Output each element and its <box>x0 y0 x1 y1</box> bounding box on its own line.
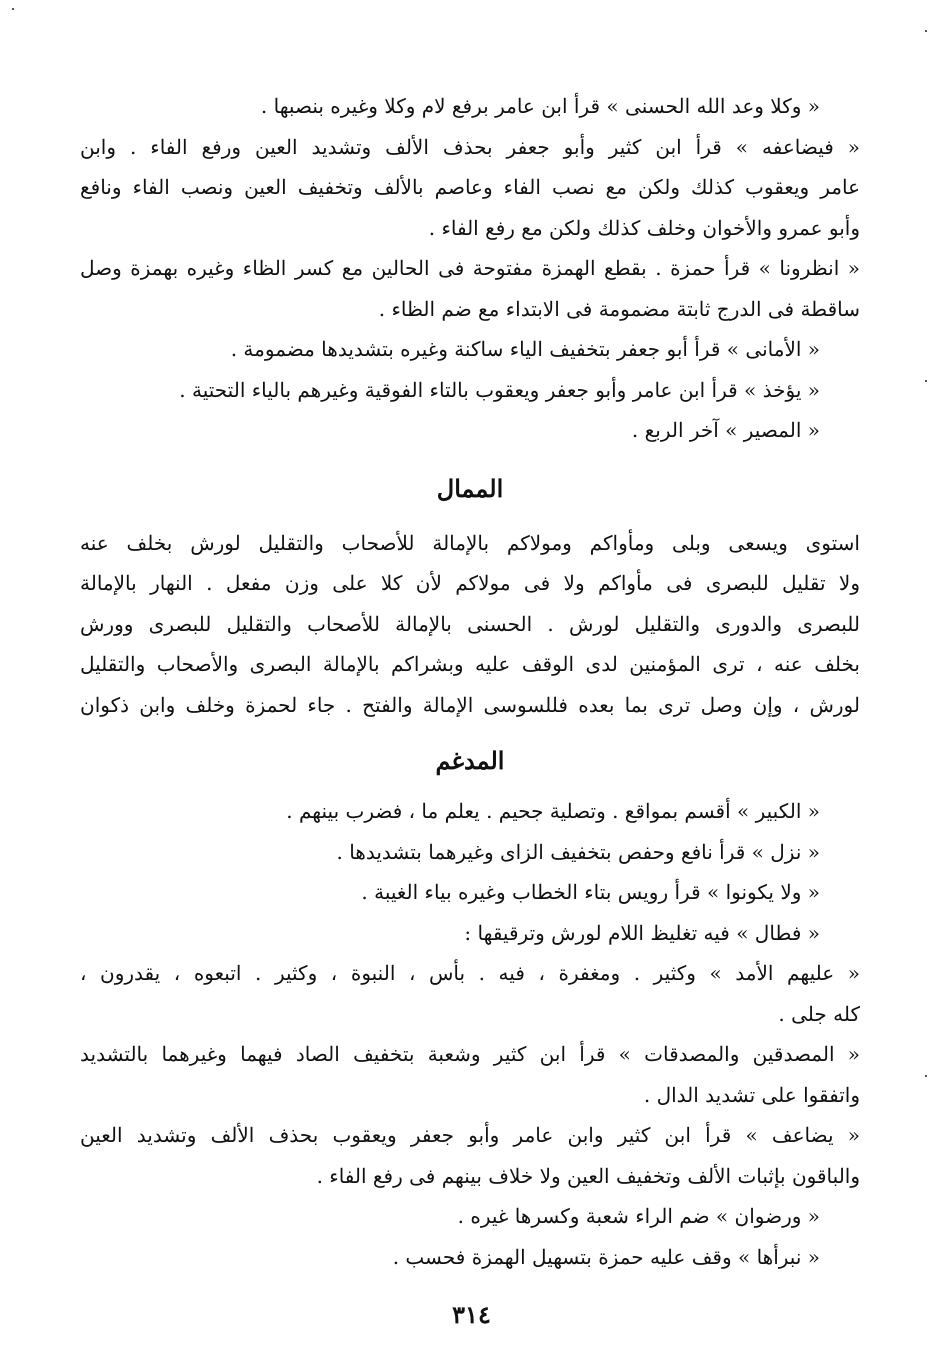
text-line: وأبو عمرو والأخوان وخلف كذلك ولكن مع رفع الفاء . <box>428 215 860 240</box>
text-line: « فيضاعفه » قرأ ابن كثير وأبو جعفر بحذف الألف وتشديد العين ورفع الفاء . وابن <box>80 134 860 159</box>
text-line: « انظرونا » قرأ حمزة . بقطع الهمزة مفتوحة فى الحالين مع كسر الظاء وغيره بهمزة وصل <box>80 256 860 280</box>
text-line: واتفقوا على تشديد الدال . <box>643 1082 860 1107</box>
text-line: « المصير » آخر الربع . <box>631 418 820 442</box>
text-line: للبصرى والدورى والتقليل لورش . الحسنى بالإمالة للأصحاب والتقليل للبصرى وورش <box>80 611 860 636</box>
text-line: « يؤخذ » قرأ ابن عامر وأبو جعفر ويعقوب بالتاء الفوقية وغيرهم بالياء التحتية . <box>179 377 820 402</box>
text-line: « يضاعف » قرأ ابن كثير وابن عامر وأبو جعفر ويعقوب بحذف الألف وتشديد العين <box>80 1123 860 1147</box>
text-line: « الأمانى » قرأ أبو جعفر بتخفيف الياء ساكنة وغيره بتشديدها مضمومة . <box>230 337 820 361</box>
bottom-section <box>80 1034 860 1277</box>
text-line: لورش ، وإن وصل ترى بما بعده فللسوسى الإمالة والفتح . جاء لحمزة وخلف وابن ذكوان <box>80 692 860 717</box>
document-page <box>80 86 860 1346</box>
text-line: « الكبير » أقسم بمواقع . وتصلية جحيم . يعلم ما ، فضرب بينهم . <box>286 799 820 823</box>
scan-speck <box>12 8 14 10</box>
text-line: عامر ويعقوب كذلك ولكن مع نصب الفاء وعاصم بالألف وتخفيف العين ونصب الفاء ونافع <box>80 175 860 199</box>
text-line: كله جلى . <box>778 1001 860 1026</box>
text-line: « نبرأها » وقف عليه حمزة بتسهيل الهمزة فحسب . <box>392 1244 820 1269</box>
text-line: ولا تقليل للبصرى فى مأواكم ولا فى مولاكم لأن كلا على وزن مفعل . النهار بالإمالة <box>80 571 860 595</box>
text-line: بخلف عنه ، ترى المؤمنين لدى الوقف عليه وبشراكم بالإمالة البصرى والأصحاب والتقليل <box>80 652 860 676</box>
text-line: « نزل » قرأ نافع وحفص بتخفيف الزاى وغيرهما بتشديدها . <box>336 839 820 864</box>
text-line: « المصدقين والمصدقات » قرأ ابن كثير وشعبة بتخفيف الصاد فيهما وغيرهما بالتشديد <box>80 1042 860 1066</box>
text-line: « فطال » فيه تغليظ اللام لورش وترقيقها : <box>464 920 820 945</box>
text-line: « وكلا وعد الله الحسنى » قرأ ابن عامر برفع لام وكلا وغيره بنصبها . <box>260 94 820 118</box>
scan-speck <box>925 380 927 382</box>
text-line: استوى ويسعى وبلى ومأواكم ومولاكم بالإمالة للأصحاب والتقليل لورش بخلف عنه <box>80 530 860 555</box>
text-line: « عليهم الأمد » وكثير . ومغفرة ، فيه . بأس ، النبوة ، وكثير . اتبعوه ، يقدرون ، <box>80 961 860 985</box>
top-section <box>80 86 860 451</box>
scan-speck <box>925 1075 927 1077</box>
scan-speck <box>925 30 927 32</box>
text-line: « ورضوان » ضم الراء شعبة وكسرها غيره . <box>457 1204 820 1228</box>
page-number: ٣١٤ <box>452 1300 491 1329</box>
section-heading-mudgham: المدغم <box>435 746 505 775</box>
text-line: ساقطة فى الدرج ثابتة مضمومة فى الابتداء مع ضم الظاء . <box>378 296 860 321</box>
mumal-section <box>80 523 860 726</box>
text-line: « ولا يكونوا » قرأ رويس بتاء الخطاب وغيره بياء الغيبة . <box>361 880 820 904</box>
mudgham-section <box>80 791 860 1034</box>
text-line: والباقون بإثبات الألف وتخفيف العين ولا خلاف بينهم فى رفع الفاء . <box>316 1163 860 1188</box>
section-heading-mumal: الممال <box>436 473 504 503</box>
